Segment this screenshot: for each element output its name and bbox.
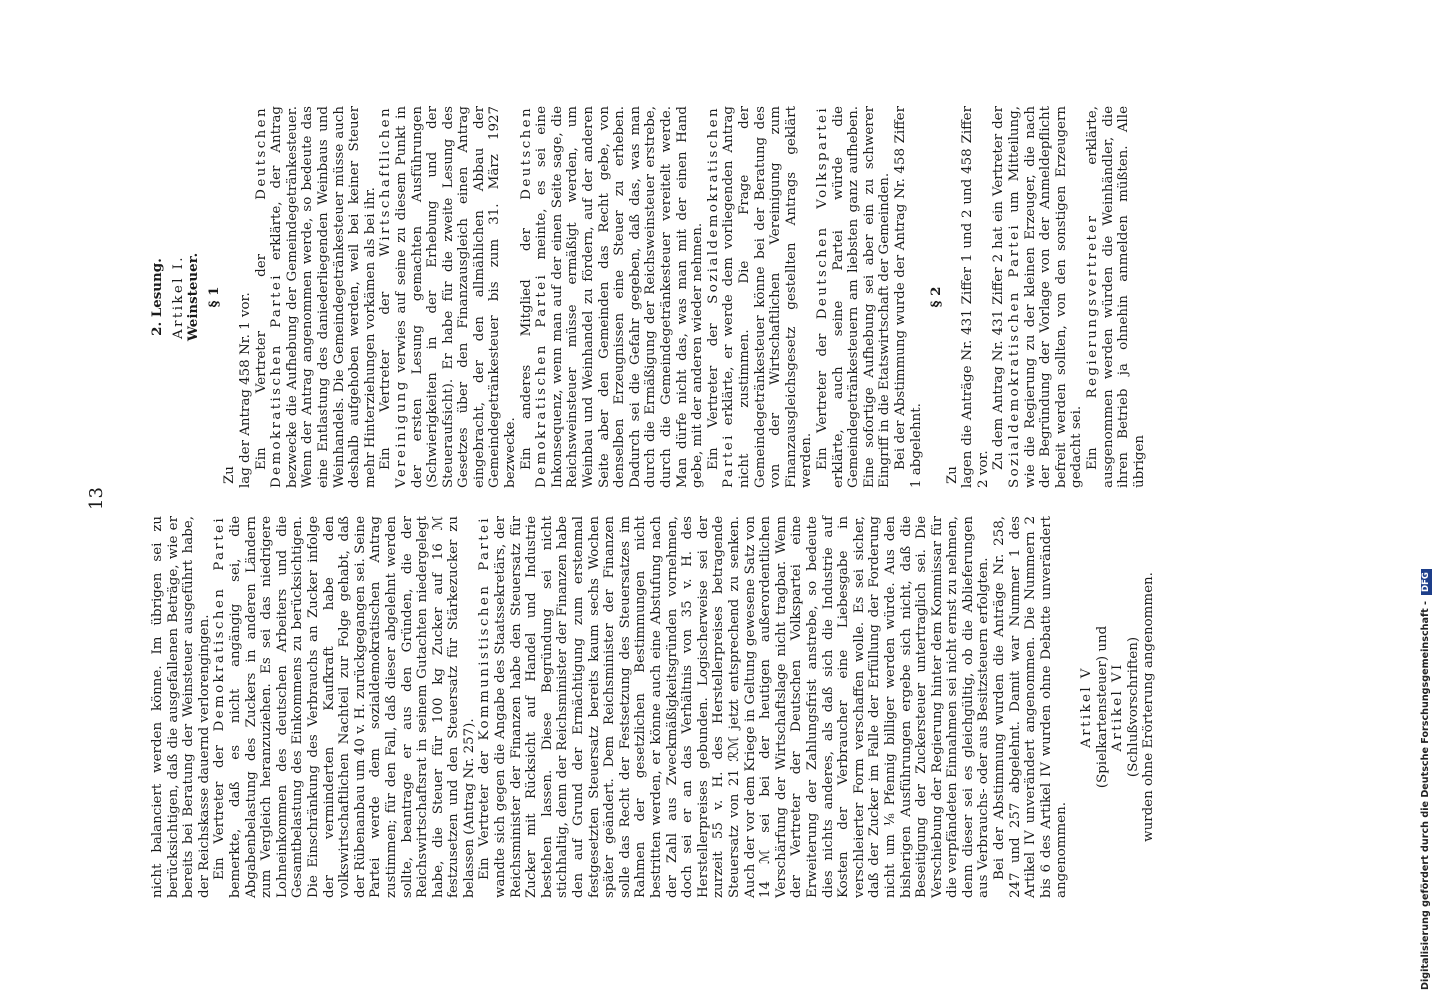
digitization-footer xyxy=(1420,569,1432,990)
article-5-subtitle: (Spielkartensteuer) und xyxy=(1094,625,1110,789)
section-2-heading: § 2 xyxy=(928,286,945,308)
party-name: Deutschen Demokratischen Partei xyxy=(518,106,550,488)
reading-heading: 2. Lesung. xyxy=(149,258,165,336)
party-name: Wirtschaftlichen Vereinigung xyxy=(378,106,409,488)
article-1-title: Artikel I. xyxy=(170,255,186,339)
party-name: Regierungsvertreter xyxy=(1085,213,1101,399)
paragraph-ddp: Ein Vertreter der Deutschen Demokratischen Partei erklärte, der Antrag bezwecke die Aufhebung der Gemeindegetränkesteuer. Wenn der Antrag angenommen werde, so bedeute das eine Entlastung des daniederliegenden Weinbaus und Weinhandels. Die Gemeindegetränkesteuer müsse auch deshalb aufgehoben werden, weil bei keiner Steuer mehr Hinterziehungen vorkämen als bei ihr. xyxy=(253,105,378,488)
zu-label: Zu xyxy=(944,466,960,484)
party-name: Kommunistischen Partei xyxy=(477,516,493,741)
paragraph-vote-section-1: Bei der Abstimmung wurde der Antrag Nr. 458 Ziffer 1 abgelehnt. xyxy=(892,106,924,488)
party-name: Deutschen Volkspartei xyxy=(814,105,830,320)
motion-line: lagen die Anträge Nr. 431 Ziffer 1 und 2 und 458 Ziffer 2 vor. xyxy=(960,106,991,488)
article-5-title: Artikel V xyxy=(1079,666,1095,748)
paragraph-economic-union: Ein Vertreter der Wirtschaftlichen Vereinigung verwies auf seine zu diesem Punkt in der ersten Lesung gemachten Ausführungen (Schwierigkeiten in der Erhebung und der Steueraufsicht). Er habe für die zweite Lesung des Gesetzes über den Finanzausgleich einen Antrag eingebracht, der den allmählichen Abbau der Gemeindegetränkesteuer bis zum 31. März 1927 bezwecke. xyxy=(378,106,519,488)
footer-text: Digitalisierung gefördert durch die Deutsche Forschungsgemeinschaft - xyxy=(1420,600,1431,990)
closing-line: wurden ohne Erörterung angenommen. xyxy=(1141,572,1157,842)
paragraph-vote-result: Bei der Abstimmung wurden die Anträge Nr. 258, 247 und 257 abgelehnt. Damit war Nummer 1 des Artikel IV unverändert angenommen. Die Nummern 2 bis 6 des Artikel IV wurden ohne Debatte unverändert angenommen. xyxy=(992,516,1070,898)
paragraph-continuation: nicht balanciert werden könne. Im übrigen sei zu berücksichtigen, daß die ausgefallenen Beträge, wie er bereits bei Beratung der Weinsteuer ausgeführt habe, der Reichskasse dauernd verlorengingen. xyxy=(150,516,212,898)
paragraph-ddp-member: Ein anderes Mitglied der Deutschen Demokratischen Partei meinte, es sei eine Inkonsequenz, wenn man auf der einen Seite sage, die Reichsweinsteuer müsse ermäßigt werden, um Weinbau und Weinhandel zu fördern, auf der anderen Seite aber den Gemeinden das Recht gebe, von denselben Erzeugnissen eine Steuer zu erheben. Dadurch sei die Gefahr gegeben, daß das, was man durch die Ermäßigung der Reichsweinsteuer erstrebe, durch die Gemeindegetränkesteuer vereitelt werde. Man dürfe nicht das, was man mit der einen Hand gebe, mit der anderen wieder nehmen. xyxy=(518,106,706,488)
right-column xyxy=(150,106,1147,488)
zu-label: Zu xyxy=(222,466,238,484)
paragraph-spd: Ein Vertreter der Sozialdemokratischen Partei erklärte, er werde dem vorliegenden Antrag nicht zustimmen. Die Frage der Gemeindegetränkesteuer könne bei der Beratung des von der Wirtschaftlichen Vereinigung zum Finanzausgleichsgesetz gestellten Antrags geklärt werden. xyxy=(705,106,815,488)
party-name: Demokratischen Partei xyxy=(212,515,228,732)
motion-line: lag der Antrag 458 Nr. 1 vor. xyxy=(237,292,253,488)
party-name: Sozialdemokratischen Partei xyxy=(705,106,737,488)
article-1-subtitle: Weinsteuer. xyxy=(185,252,202,342)
paragraph-government-rep: Ein Regierungsvertreter erklärte, ausgenommen werden würden die Weinhändler, die ihren Betrieb ja ohnehin anmelden müßten. Alle übrigen xyxy=(1085,106,1147,488)
dfg-logo: DFG xyxy=(1421,569,1432,595)
paragraph-spd-question: Zu dem Antrag Nr. 431 Ziffer 2 hat ein Vertreter der Sozialdemokratischen Partei um Mitteilung, wie die Regierung zu der kleinen Erzeuger, die nach der Begründung der Vorlage von der Anmeldepflicht befreit werden sollten, von den sonstigen Erzeugern gedacht sei. xyxy=(991,106,1085,488)
party-name: Deutschen Demokratischen Partei xyxy=(253,106,285,488)
paragraph-communist-party: Ein Vertreter der Kommunistischen Partei wandte sich gegen die Angabe des Staatssekretärs, der Reichsminister der Finanzen habe den Steuersatz für Zucker mit Rücksicht auf Handel und Industrie bestehen lassen. Diese Begründung sei nicht stichhaltig, denn der Reichsminister der Finanzen habe den auf Grund der Ermächtigung zum erstenmal festgesetzten Steuersatz bereits kaum sechs Wochen später geändert. Dem Reichsminister der Finanzen solle das Recht der Festsetzung des Steuersatzes im Rahmen der gesetzlichen Bestimmungen nicht bestritten werden, er könne auch eine Abstufung nach der Zahl aus Zweckmäßigkeitsgründen vornehmen, doch sei er an das Verhältnis von 35 v. H. des Herstellerpreises gebunden. Logischerweise sei der zurzeit 55 v. H. des Herstellerpreises betragende Steuersatz von 21 ℛℳ jetzt entsprechend zu senken. Auch der vor dem Kriege in Geltung gewesene Satz von 14 ℳ sei bei der heutigen außerordentlichen Verschärfung der Wirtschaftslage nicht tragbar. Wenn der Vertreter der Deutschen Volkspartei eine Erweiterung der Zahlungsfrist anstrebe, so bedeute dies nichts anderes, als daß sich die Industrie auf Kosten der Verbraucher eine Liebesgabe in verschleierter Form verschaffen wolle. Es sei sicher, daß der Zucker im Falle der Erfüllung der Forderung nicht um ⅛ Pfennig billiger werden würde. Aus den bisherigen Ausführungen ergebe sich nicht, daß die Beseitigung der Zuckersteuer untertraglich sei. Die Verschiebung der Regierung hinter dem Kommissar für die verpfändeten Einnahmen sei nicht ernst zu nehmen, denn dieser sei es gleichgültig, ob die Ablieferungen aus Verbrauchs- oder aus Besitzsteuern erfolgten. xyxy=(477,516,992,898)
article-6-title: Artikel VI xyxy=(1110,662,1126,752)
article-6-subtitle: (Schlußvorschriften) xyxy=(1125,636,1141,778)
left-column xyxy=(150,516,1157,898)
party-name: Sozialdemokratischen Partei xyxy=(1007,222,1023,488)
paragraph-democratic-party: Ein Vertreter der Demokratischen Partei bemerkte, daß es nicht angängig sei, die Abgabenbelastung des Zuckers in anderen Ländern zum Vergleich heranzuziehen. Es sei das niedrigere Lohneinkommen des deutschen Arbeiters und die Gesamtbelastung des Einkommens zu berücksichtigen. Die Einschränkung des Verbrauchs an Zucker infolge der verminderten Kaufkraft habe den volkswirtschaftlichen Nachteil zur Folge gehabt, daß der Rübenanbau um 40 v. H. zurückgegangen sei. Seine Partei werde dem sozialdemokratischen Antrag zustimmen; für den Fall, daß dieser abgelehnt werden sollte, beantrage er aus den Gründen, die der Reichswirtschaftsrat in seinem Gutachten niedergelegt habe, die Steuer für 100 kg Zucker auf 16 ℳ festzusetzen und den Steuersatz für Stärkezucker zu belassen (Antrag Nr. 257). xyxy=(212,515,477,898)
section-1-heading: § 1 xyxy=(205,286,222,308)
paragraph-dvp: Ein Vertreter der Deutschen Volkspartei erklärte, auch seine Partei würde die Gemeindegetränkesteuern am liebsten ganz aufheben. Eine sofortige Aufhebung sei aber ein zu schwerer Eingriff in die Etatswirtschaft der Gemeinden. xyxy=(814,105,893,488)
page-number: 13 xyxy=(86,487,107,510)
